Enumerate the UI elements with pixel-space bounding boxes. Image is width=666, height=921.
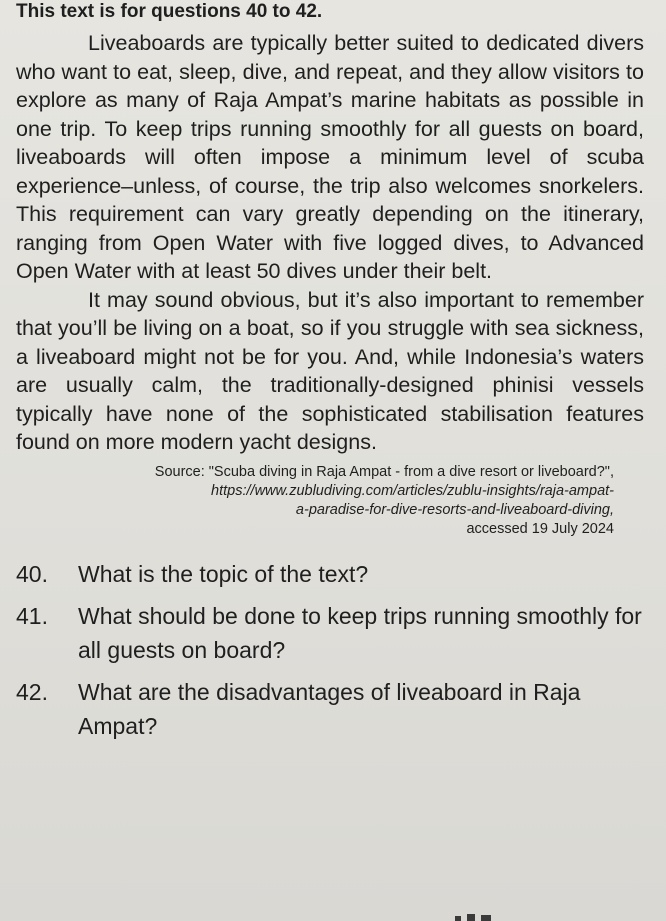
question-number: 42. — [16, 678, 48, 705]
question-list — [16, 557, 644, 743]
question-42 — [16, 675, 644, 743]
instruction-header: This text is for questions 40 to 42. — [16, 1, 323, 22]
cut-off-text-fragment — [455, 914, 495, 921]
paragraph-2: It may sound obvious, but it’s also important to remember that you’ll be living on a boat, so if you struggle with sea sickness, a liveaboard might not be for you. And, while Indonesia’s waters are usually calm, the traditionally-designed phinisi vessels typically have none of the sophisticated stabilisation features found on more modern yacht designs. — [16, 287, 644, 454]
question-40 — [16, 557, 644, 591]
question-41 — [16, 599, 644, 667]
source-citation — [16, 463, 614, 539]
question-text: What should be done to keep trips running smoothly for all guests on board? — [78, 602, 642, 663]
question-text: What are the disadvantages of liveaboard in Raja Ampat? — [78, 678, 581, 739]
question-text: What is the topic of the text? — [78, 560, 369, 587]
source-accessed-date: accessed 19 July 2024 — [466, 520, 614, 537]
question-number: 41. — [16, 602, 48, 629]
source-url-line-2: a-paradise-for-dive-resorts-and-liveaboard-diving, — [295, 501, 614, 518]
source-label: Source: "Scuba diving in Raja Ampat - from a dive resort or liveboard?", — [154, 463, 614, 480]
paragraph-1: Liveaboards are typically better suited to dedicated divers who want to eat, sleep, dive, and repeat, and they allow visitors to explore as many of Raja Ampat’s marine habitats as possible in one trip. To keep trips running smoothly for all guests on board, liveaboards will often impose a minimum level of scuba experience–unless, of course, the trip also welcomes snorkelers. This requirement can vary greatly depending on the itinerary, ranging from Open Water with five logged dives, to Advanced Open Water with at least 50 dives under their belt. — [16, 31, 644, 283]
question-number: 40. — [16, 560, 48, 587]
source-url-line-1: https://www.zubludiving.com/articles/zublu-insights/raja-ampat- — [211, 482, 614, 499]
